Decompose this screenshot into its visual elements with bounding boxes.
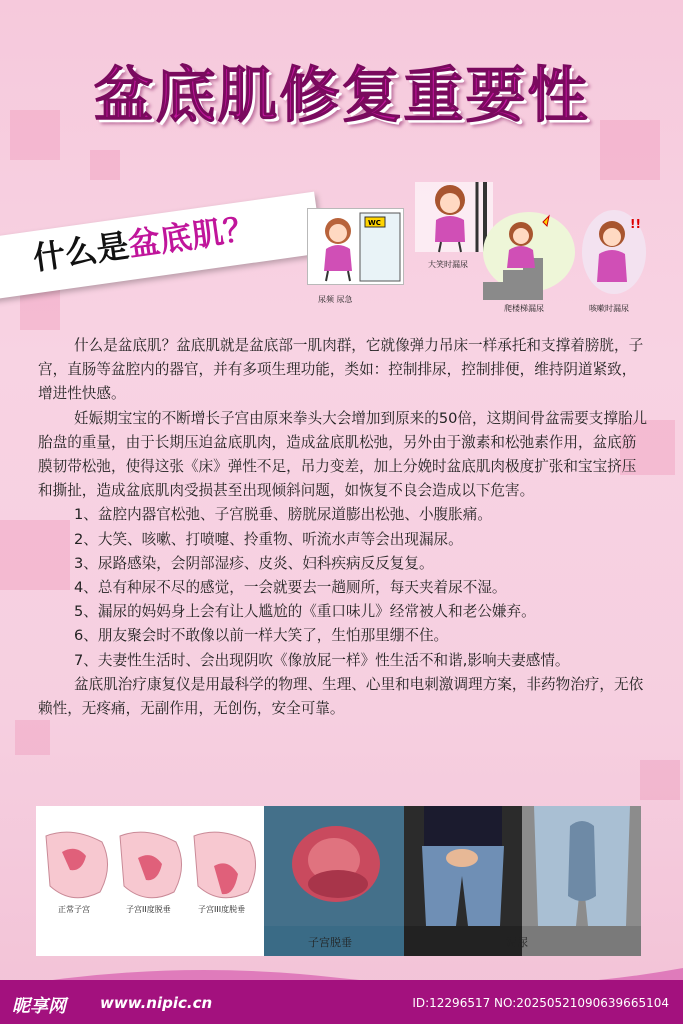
- wc-sign: WC: [368, 219, 381, 227]
- cartoon-woman-toilet-icon: [308, 209, 403, 284]
- diagram-label-degree-3: 子宫III度脱垂: [198, 905, 246, 914]
- diagram-label-degree-2: 子宫II度脱垂: [126, 905, 171, 914]
- photo-strip: [36, 806, 641, 956]
- bg-square: [640, 760, 680, 800]
- uterus-diagram: [36, 806, 264, 956]
- site-logo: 昵享网: [12, 996, 66, 1017]
- comic-caption-2: 大笑时漏尿: [428, 260, 468, 269]
- bg-square: [20, 290, 60, 330]
- woman-holding-crotch-image: [404, 806, 522, 926]
- comic-caption-1: 尿频 尿急: [318, 295, 353, 304]
- comic-panel-cough: [582, 210, 647, 295]
- harm-item: 2、大笑、咳嗽、打喷嚏、拎重物、听流水声等会出现漏尿。: [74, 530, 463, 548]
- heading-prefix: 什么是: [30, 226, 132, 278]
- cartoon-woman-laughing-icon: [415, 180, 493, 255]
- paragraph-definition: 什么是盆底肌？盆底肌就是盆底部一肌肉群，它就像弹力吊床一样承托和支撑着膀胱，子宫，直肠等盆腔内的器官，并有多项生理功能，类如：控制排尿，控制排便，维持阴道紧致，增进性快感。: [38, 337, 644, 403]
- site-url[interactable]: www.nipic.cn: [100, 994, 213, 1012]
- svg-text:!!: !!: [630, 217, 641, 231]
- comic-caption-3: 爬楼梯漏尿: [504, 304, 544, 313]
- leakage-photo-2: [522, 806, 641, 956]
- cartoon-woman-stairs-icon: [483, 212, 575, 300]
- harm-item: 7、夫妻性生活时、会出现阴吹《像放屁一样》性生活不和谐,影响夫妻感情。: [74, 651, 570, 669]
- page-title: 盆底肌修复重要性: [93, 61, 590, 131]
- cartoon-woman-coughing-icon: [582, 210, 647, 295]
- harm-item: 1、盆腔内器官松弛、子宫脱垂、膀胱尿道膨出松弛、小腹胀痛。: [74, 506, 492, 524]
- comic-panel-frequent: [307, 208, 404, 285]
- comic-panel-laugh: [415, 180, 493, 255]
- wet-jeans-image: [522, 806, 641, 926]
- leakage-photo-1: [404, 806, 522, 956]
- harm-item: 6、朋友聚会时不敢像以前一样大笑了，生怕那里绷不住。: [74, 627, 449, 645]
- harm-item: 5、漏尿的妈妈身上会有让人尴尬的《重口味儿》经常被人和老公嫌弃。: [74, 603, 536, 621]
- comic-panel-stairs: [483, 212, 575, 300]
- bg-square: [90, 150, 120, 180]
- photo-caption-prolapse: 子宫脱垂: [308, 936, 352, 949]
- harm-item: 4、总有种尿不尽的感觉，一会就要去一趟厕所，每天夹着尿不湿。: [74, 579, 507, 597]
- harm-item: 3、尿路感染，会阴部湿疹、皮炎、妇科疾病反反复复。: [74, 554, 434, 572]
- diagram-label-normal: 正常子宫: [58, 905, 90, 914]
- article-body: [38, 334, 648, 721]
- watermark-id: ID:12296517 NO:20250521090639665104: [412, 996, 669, 1010]
- paragraph-pregnancy: 妊娠期宝宝的不断增长子宫由原来拳头大会增加到原来的50倍，这期间骨盆需要支撑胎儿胎盘的重量，由于长期压迫盆底肌肉，造成盆底肌松弛，另外由于激素和松弛素作用，盆底筋膜韧带松弛，使得这张《床》弹性不足，吊力变差，加上分娩时盆底肌肉极度扩张和宝宝挤压和撕扯，造成盆底肌肉受损甚至出现倾斜问题，如恢复不良会造成以下危害。: [38, 409, 648, 500]
- paragraph-closing: 盆底肌治疗康复仪是用最科学的物理、生理、心里和电刺激调理方案，非药物治疗，无依赖性，无疼痛，无副作用，无创伤，安全可靠。: [38, 675, 644, 718]
- uterus-prolapse-diagram-icon: [36, 806, 264, 956]
- heading-highlight: 盆底肌？: [125, 208, 258, 265]
- prolapse-photo-image: [264, 806, 404, 926]
- comic-caption-4: 咳嗽时漏尿: [589, 304, 629, 313]
- photo-caption-leakage: 漏尿: [506, 936, 528, 949]
- bg-square: [15, 720, 50, 755]
